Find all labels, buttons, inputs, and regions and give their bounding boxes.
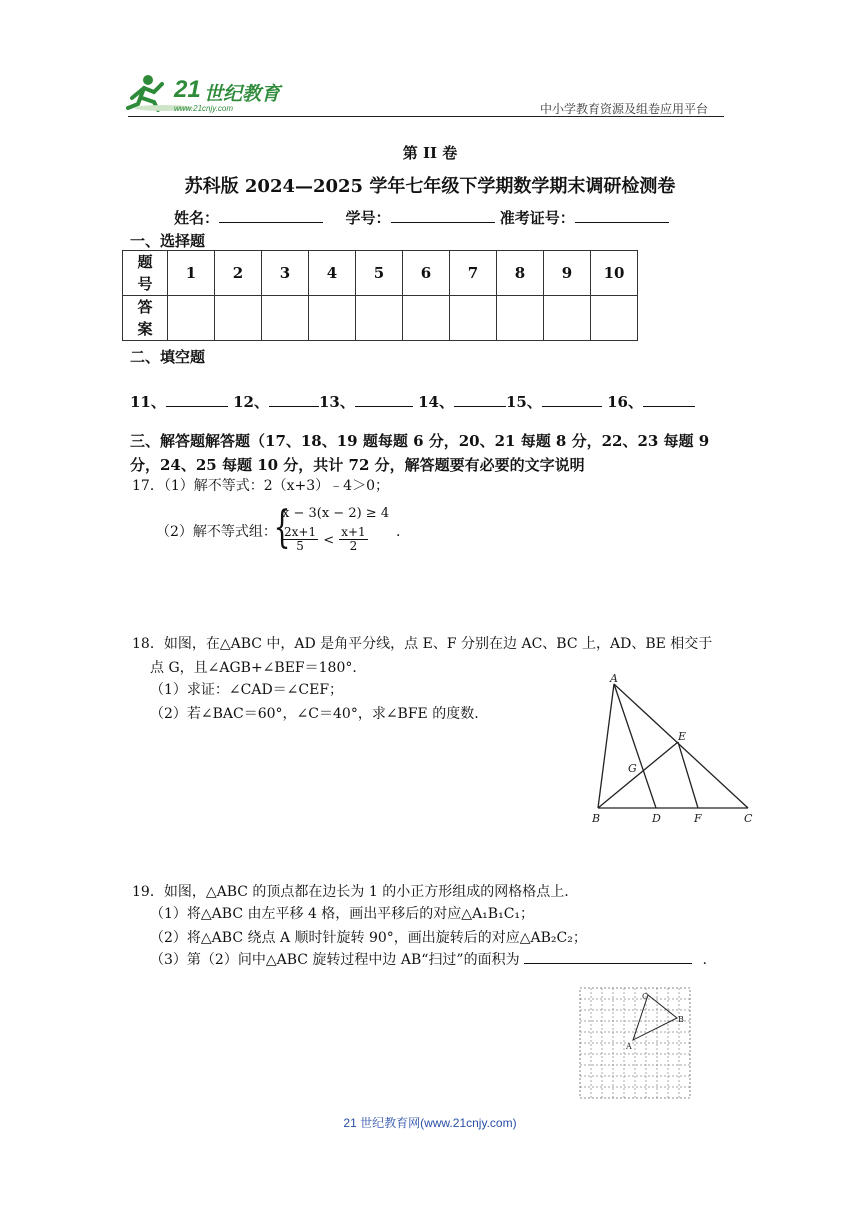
- info-row: [174, 206, 669, 230]
- header-char: 答: [137, 298, 153, 316]
- grid-label-b: B: [678, 1015, 684, 1024]
- question-number-cell: 4: [309, 251, 356, 296]
- student-no-blank[interactable]: [391, 207, 495, 223]
- answer-cell[interactable]: [215, 296, 262, 341]
- edge-ac: [614, 684, 748, 808]
- grid-label-c: C: [642, 992, 649, 1001]
- q17-end: .: [396, 524, 401, 540]
- q17-label: 17．: [132, 478, 164, 494]
- answer-table: [122, 250, 638, 341]
- label-b: B: [592, 812, 601, 825]
- fill-blank-row: [130, 390, 695, 414]
- fill-blank[interactable]: [355, 391, 413, 407]
- triangle-abc: [633, 995, 677, 1040]
- q18-part1: （1）求证：∠CAD＝∠CEF；: [150, 682, 344, 698]
- answer-cell[interactable]: [544, 296, 591, 341]
- label-g: G: [628, 762, 637, 775]
- header-rule: [128, 116, 724, 117]
- logo-number: 21: [174, 76, 201, 103]
- student-no-label: 学号：: [345, 209, 391, 227]
- question-number-cell: 7: [450, 251, 497, 296]
- name-label: 姓名：: [174, 209, 220, 227]
- answer-cell[interactable]: [356, 296, 403, 341]
- label-d: D: [652, 812, 661, 825]
- logo: [124, 70, 294, 116]
- answer-cell[interactable]: [497, 296, 544, 341]
- exam-no-blank[interactable]: [575, 207, 669, 223]
- section1-title: 一、选择题: [130, 232, 206, 250]
- answer-cell[interactable]: [262, 296, 309, 341]
- paper-title: 苏科版 2024—2025 学年七年级下学期数学期末调研检测卷: [184, 176, 676, 197]
- question-number-cell: 10: [591, 251, 638, 296]
- q19-part3: [150, 948, 707, 972]
- q19-part1: （1）将△ABC 由左平移 4 格，画出平移后的对应△A₁B₁C₁；: [150, 906, 535, 922]
- q19-part3-text: （3）第（2）问中△ABC 旋转过程中边 AB“扫过”的面积为: [150, 952, 520, 968]
- row-header-number: [123, 251, 168, 296]
- q17-part2-prefix: （2）解不等式组：: [156, 524, 277, 540]
- q18-part2: （2）若∠BAC＝60°，∠C＝40°，求∠BFE 的度数.: [150, 706, 479, 722]
- q18-line1: 18．如图，在△ABC 中，AD 是角平分线，点 E、F 分别在边 AC、BC 上，AD、BE 相交于: [132, 636, 713, 652]
- label-e: E: [678, 730, 687, 743]
- q17-ineq2: [282, 526, 368, 553]
- section2-title: 二、填空题: [130, 348, 206, 366]
- section3-title-line2: 分，24、25 每题 10 分，共计 72 分，解答题要有必要的文字说明: [130, 456, 585, 474]
- fill-blank[interactable]: [269, 391, 319, 407]
- blank-label: 11、: [130, 393, 166, 411]
- row-header-answer: [123, 296, 168, 341]
- less-than-sign: <: [323, 533, 335, 548]
- question-number-cell: 6: [403, 251, 450, 296]
- q19-grid-figure: [578, 986, 694, 1100]
- q18-line2: 点 G，且∠AGB+∠BEF＝180°．: [150, 660, 367, 676]
- q17-system: [268, 504, 408, 560]
- question-number-cell: 2: [215, 251, 262, 296]
- section3-title-line1: 三、解答题解答题（17、18、19 题每题 6 分，20、21 每题 8 分，22、23 每题 9: [130, 432, 710, 450]
- denominator: 5: [296, 539, 304, 553]
- label-a: A: [610, 672, 618, 685]
- table-row: [123, 296, 638, 341]
- logo-url: www.21cnjy.com: [174, 104, 233, 113]
- edge-ab: [598, 684, 614, 808]
- fill-blank[interactable]: [166, 391, 228, 407]
- label-c: C: [744, 812, 753, 825]
- q17-part1-text: （1）解不等式：2（x+3）﹣4＞0；: [163, 478, 389, 494]
- q18-triangle-figure: [586, 670, 758, 826]
- blank-label: 15、: [505, 393, 542, 411]
- answer-cell[interactable]: [168, 296, 215, 341]
- fill-blank[interactable]: [542, 391, 602, 407]
- question-number-cell: 5: [356, 251, 403, 296]
- blank-label: 12、: [233, 393, 269, 411]
- grid-lines: [580, 988, 690, 1098]
- header-char: 案: [137, 320, 153, 338]
- table-row: [123, 251, 638, 296]
- q17-part1: [132, 474, 389, 498]
- q19-part3-end: .: [702, 952, 707, 968]
- blank-label: 14、: [418, 393, 454, 411]
- question-number-cell: 9: [544, 251, 591, 296]
- header-char: 号: [137, 275, 153, 293]
- numerator: 2x+1: [284, 525, 317, 539]
- question-number-cell: 1: [168, 251, 215, 296]
- answer-cell[interactable]: [591, 296, 638, 341]
- blank-label: 16、: [607, 393, 643, 411]
- fill-blank[interactable]: [454, 391, 506, 407]
- volume-label: 第 II 卷: [402, 144, 458, 162]
- header-char: 题: [137, 253, 153, 271]
- blank-label: 13、: [318, 393, 355, 411]
- q19-part2: （2）将△ABC 绕点 A 顺时针旋转 90°，画出旋转后的对应△AB₂C₂；: [150, 930, 587, 946]
- question-number-cell: 8: [497, 251, 544, 296]
- grid-label-a: A: [626, 1042, 632, 1051]
- denominator: 2: [349, 539, 358, 553]
- answer-cell[interactable]: [450, 296, 497, 341]
- area-answer-blank[interactable]: [524, 948, 692, 964]
- fraction: [282, 526, 318, 553]
- question-number-cell: 3: [262, 251, 309, 296]
- label-f: F: [694, 812, 702, 825]
- system-brace: {: [273, 502, 291, 553]
- header-right-text: 中小学教育资源及组卷应用平台: [540, 102, 709, 116]
- q19-line1: 19．如图，△ABC 的顶点都在边长为 1 的小正方形组成的网格格点上.: [132, 884, 569, 900]
- answer-cell[interactable]: [309, 296, 356, 341]
- exam-no-label: 准考证号：: [499, 209, 575, 227]
- segment-be: [598, 742, 678, 808]
- answer-cell[interactable]: [403, 296, 450, 341]
- fill-blank[interactable]: [643, 391, 695, 407]
- numerator: x+1: [341, 525, 366, 539]
- fraction: [339, 526, 367, 553]
- q17-ineq1: x − 3(x − 2) ≥ 4: [282, 506, 390, 521]
- name-blank[interactable]: [219, 207, 323, 223]
- logo-text: 世纪教育: [204, 84, 281, 105]
- footer-text: 21 世纪教育网(www.21cnjy.com): [343, 1116, 517, 1130]
